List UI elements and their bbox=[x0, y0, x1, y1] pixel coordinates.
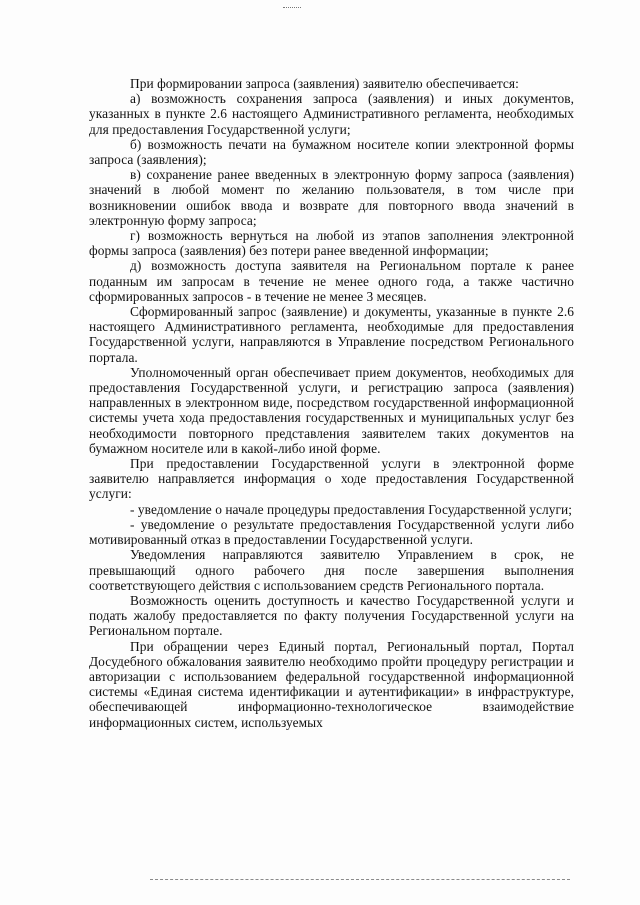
paragraph-option-c: в) сохранение ранее введенных в электронную форму запроса (заявления) значений в любой момент по желанию пользователя, в том числе при возникновении ошибок ввода и возврате для повторного ввода значений в электронную форму запроса; bbox=[89, 167, 574, 228]
paragraph-authority: Уполномоченный орган обеспечивает прием документов, необходимых для предоставления Государственной услуги, и регистрацию запроса (заявления) направленных в электронном виде, посредством государственной информационной системы учета хода предоставления государственных и муниципальных услуг без необходимости повторного представления заявителем таких документов на бумажном носителе или в какой-либо иной форме. bbox=[89, 364, 574, 456]
paragraph-request-intro: При формировании запроса (заявления) заявителю обеспечивается: bbox=[130, 76, 519, 91]
paragraph-notice-start: - уведомление о начале процедуры предоставления Государственной услуги; bbox=[130, 501, 573, 517]
scan-mark bbox=[283, 7, 301, 8]
paragraph-submission: Сформированный запрос (заявление) и документы, указанные в пункте 2.6 настоящего Административного регламента, необходимые для предоставления Государственной услуги, направляются в Управление посредством Регионального портала. bbox=[89, 304, 574, 365]
footer-rule bbox=[150, 879, 570, 880]
paragraph-option-e: д) возможность доступа заявителя на Региональном портале к ранее поданным им запросам в течение не менее одного года, а также частично сформированных запросов - в течение не менее 3 месяцев. bbox=[89, 258, 574, 304]
paragraph-notice-result: - уведомление о результате предоставления Государственной услуги либо мотивированный отказ в предоставлении Государственной услуги. bbox=[89, 516, 574, 548]
paragraph-option-a: а) возможность сохранения запроса (заявления) и иных документов, указанных в пункте 2.6 настоящего Административного регламента, необходимых для предоставления Государственной услуги; bbox=[89, 91, 574, 137]
paragraph-electronic-info: При предоставлении Государственной услуги в электронной форме заявителю направляется информация о ходе предоставления Государственной услуги: bbox=[89, 456, 574, 502]
paragraph-option-b: б) возможность печати на бумажном носителе копии электронной формы запроса (заявления); bbox=[89, 136, 574, 168]
document-body bbox=[89, 76, 574, 730]
paragraph-notifications: Уведомления направляются заявителю Управлением в срок, не превышающий одного рабочего дня после завершения выполнения соответствующего действия с использованием средств Регионального портала. bbox=[89, 547, 574, 593]
paragraph-portal-access: При обращении через Единый портал, Региональный портал, Портал Досудебного обжалования заявителю необходимо пройти процедуру регистрации и авторизации с использованием федеральной государственной информационной системы «Единая система идентификации и аутентификации» в инфраструктуре, обеспечивающей информационно-технологическое взаимодействие информационных систем, используемых bbox=[89, 638, 574, 730]
paragraph-feedback: Возможность оценить доступность и качество Государственной услуги и подать жалобу предоставляется по факту получения Государственной услуги на Региональном портале. bbox=[89, 592, 574, 639]
paragraph-option-d: г) возможность вернуться на любой из этапов заполнения электронной формы запроса (заявления) без потери ранее введенной информации; bbox=[89, 228, 574, 259]
